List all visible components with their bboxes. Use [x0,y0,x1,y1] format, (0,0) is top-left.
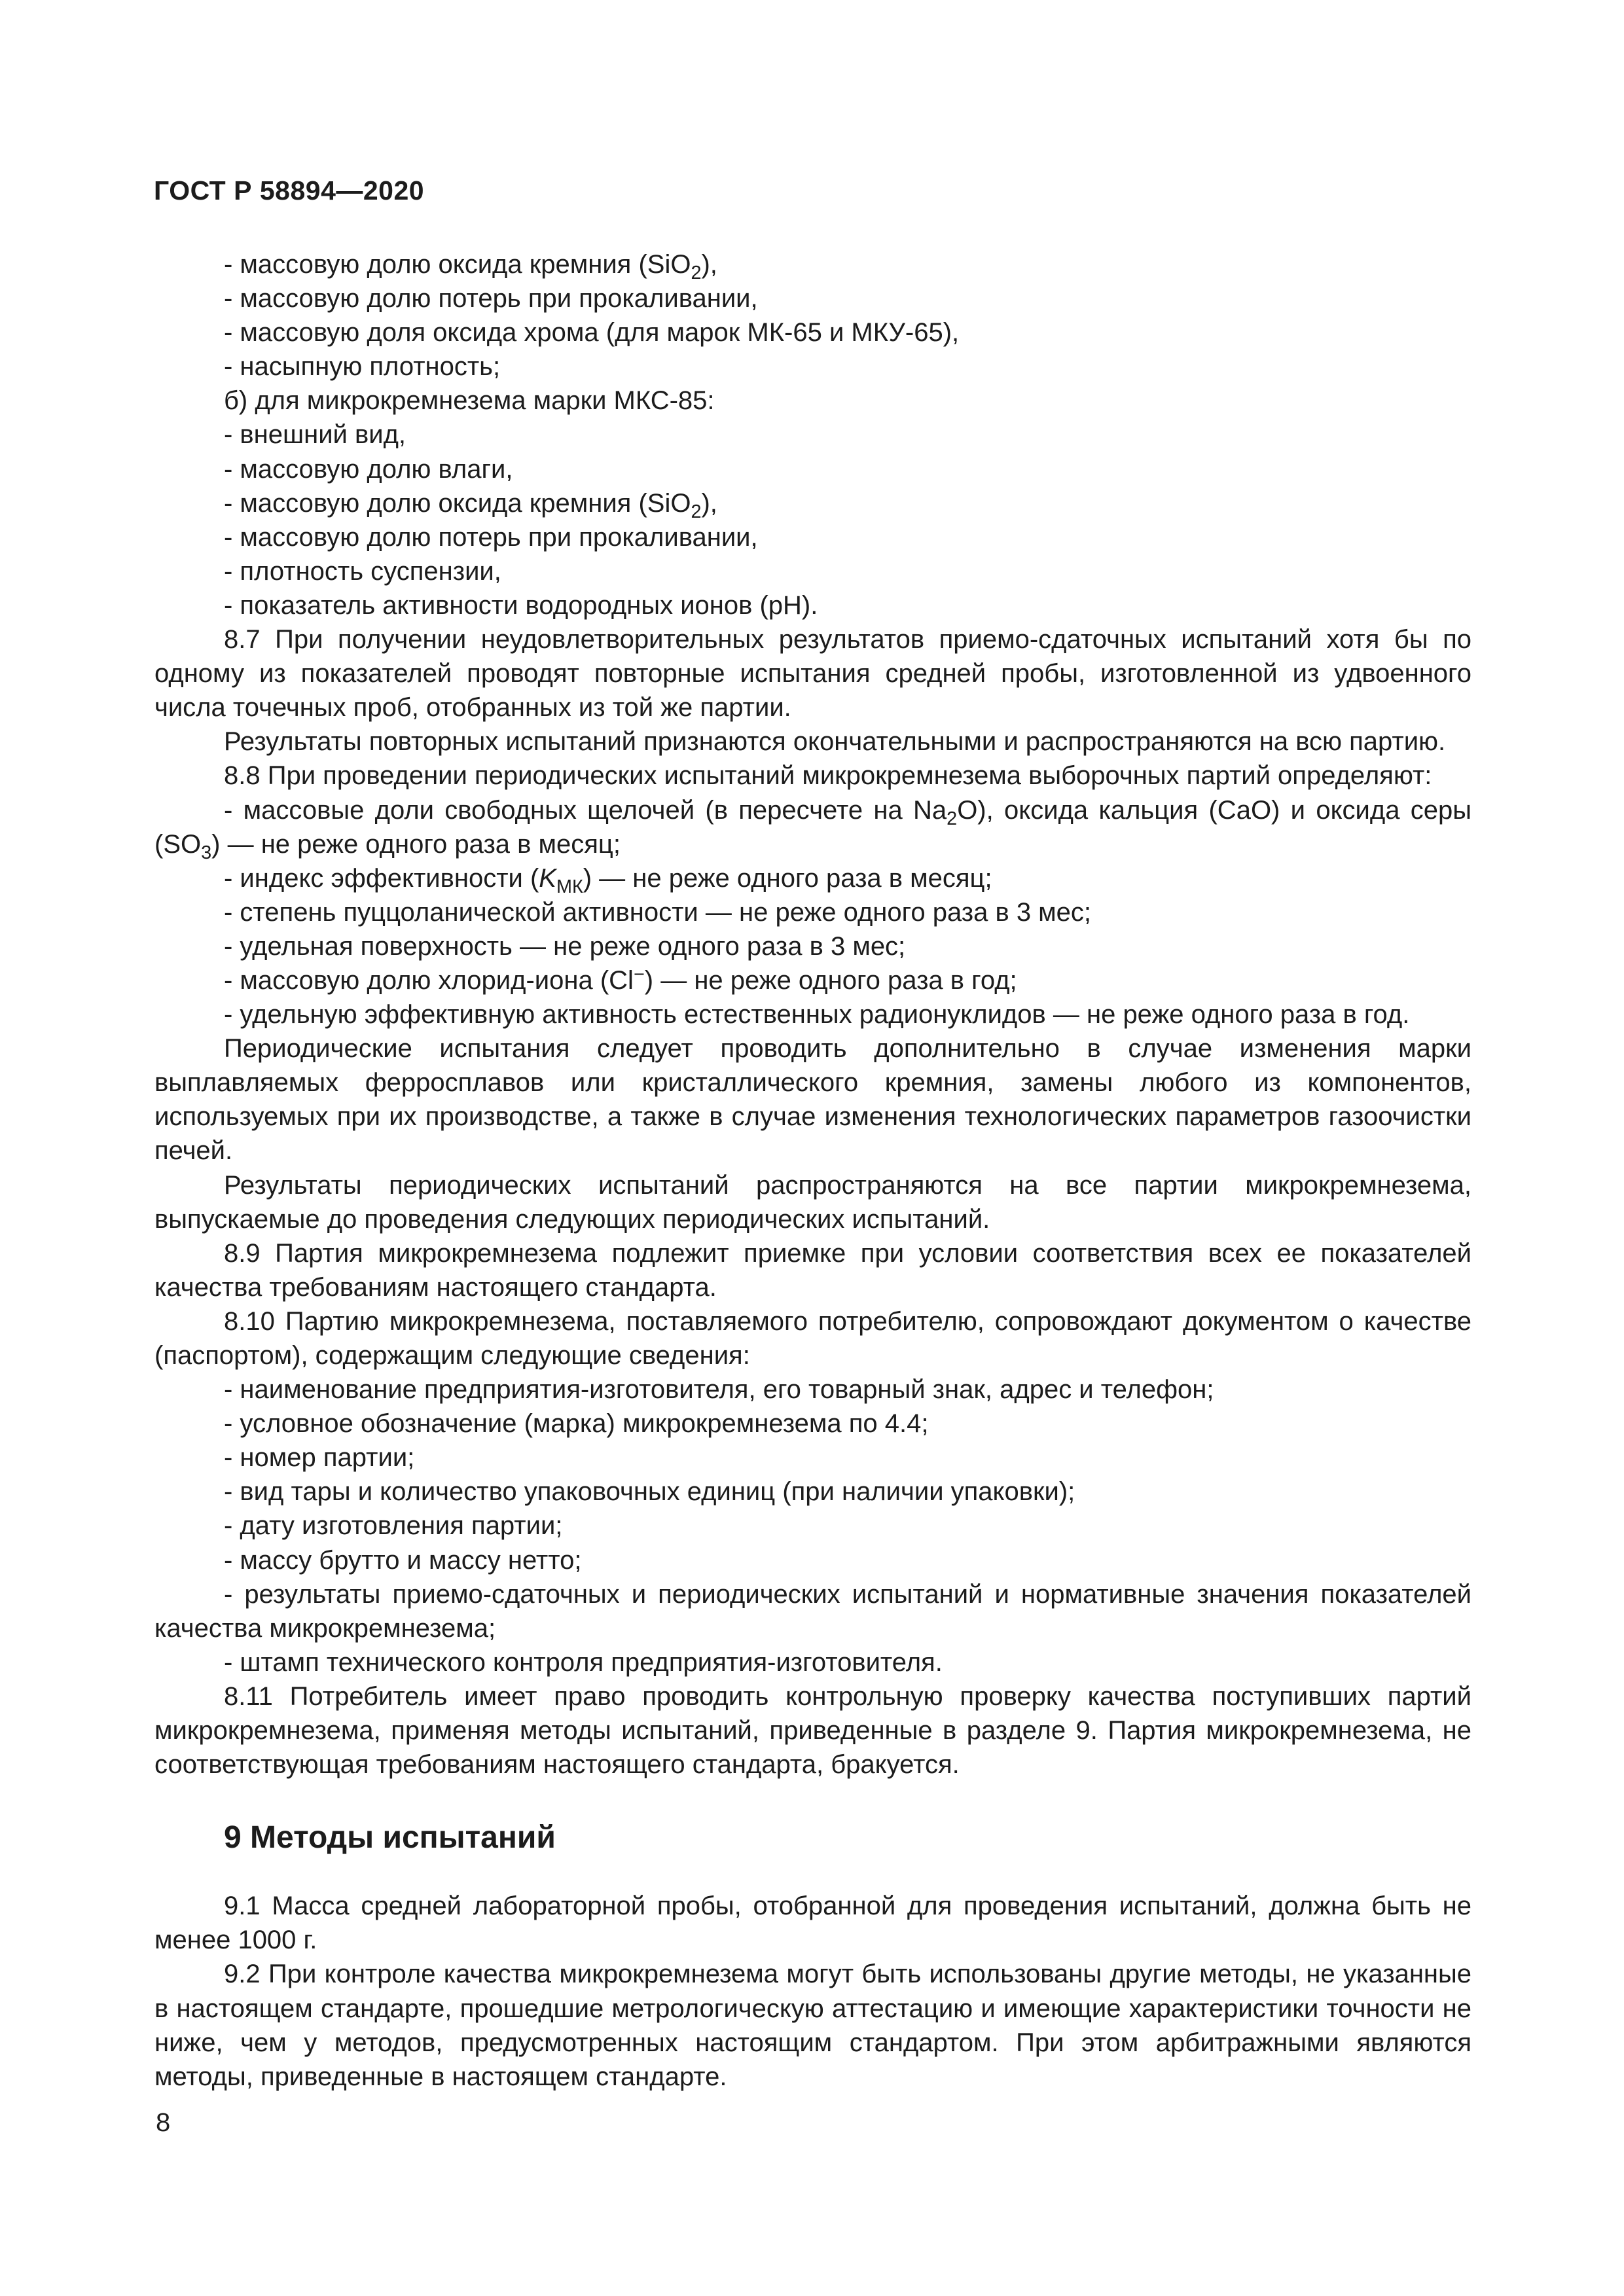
list-item: - массу брутто и массу нетто; [224,1545,582,1575]
paragraph-8-8-periodic: Периодические испытания следует проводить дополнительно в случае изменения марки выплавляемых ферросплавов или кристаллического кремния, замены любого из компонентов, используемых при их производстве, а также в случае изменения технологических параметров газоочистки печей. [154,1034,1471,1166]
list-item: - внешний вид, [224,420,406,450]
list-item: - удельную эффективную активность естественных радионуклидов — не реже одного раза в год. [224,1000,1410,1030]
list-item: - номер партии; [224,1443,415,1473]
paragraph-8-7-result: Результаты повторных испытаний признаются окончательными и распространяются на всю партию. [224,727,1446,757]
list-item: - индекс эффективности $(K_{МК})$ — не реже одного раза в месяц; [224,863,992,897]
list-item: - массовую долю потерь при прокаливании, [224,284,758,314]
paragraph-8-8-results: Результаты периодических испытаний распространяются на все партии микрокремнезема, выпускаемые до проведения следующих периодических испытаний. [154,1170,1471,1234]
paragraph-8-10: 8.10 Партию микрокремнезема, поставляемого потребителю, сопровождают документом о качестве (паспортом), содержащим следующие сведения: [154,1306,1471,1370]
list-item: - массовую долю хлорид-иона (Cl−) — не реже одного раза в год; [224,964,1017,995]
list-item: - условное обозначение (марка) микрокремнезема по 4.4; [224,1409,929,1439]
list-item: - массовую долю потерь при прокаливании, [224,522,758,552]
list-item: - плотность суспензии, [224,556,501,586]
list-item: - вид тары и количество упаковочных единиц (при наличии упаковки); [224,1477,1075,1507]
list-item: - показатель активности водородных ионов (pH). [224,590,818,620]
paragraph-8-7: 8.7 При получении неудовлетворительных результатов приемо-сдаточных испытаний хотя бы по одному из показателей проводят повторные испытания средней пробы, изготовленной из удвоенного числа точечных проб, отобранных из той же партии. [154,625,1471,723]
list-item: - наименование предприятия-изготовителя, его товарный знак, адрес и телефон; [224,1375,1214,1405]
page-body [154,247,1471,2094]
list-subheading: б) для микрокремнезема марки МКС-85: [224,386,715,416]
list-item: - массовую долю оксида кремния (SiO$_2$), [224,488,717,522]
section-title: 9 Методы испытаний [224,1820,556,1856]
list-item: - штамп технического контроля предприятия-изготовителя. [224,1647,943,1677]
list-item: - массовую доля оксида хрома (для марок МК-65 и МКУ-65), [224,318,960,348]
list-item: - результаты приемо-сдаточных и периодических испытаний и нормативные значения показателей качества микрокремнезема; [154,1579,1471,1643]
list-item: - удельная поверхность — не реже одного раза в 3 мес; [224,931,906,961]
paragraph-9-1: 9.1 Масса средней лабораторной пробы, отобранной для проведения испытаний, должна быть не менее 1000 г. [154,1892,1471,1955]
page-number: 8 [156,2108,171,2137]
document-header: ГОСТ Р 58894—2020 [154,175,425,206]
list-item: - степень пуццоланической активности — не реже одного раза в 3 мес; [224,897,1092,927]
list-item: - насыпную плотность; [224,352,501,382]
paragraph-9-2: 9.2 При контроле качества микрокремнезема могут быть использованы другие методы, не указанные в настоящем стандарте, прошедшие метрологическую аттестацию и имеющие характеристики точности не ниже, чем у методов, предусмотренных настоящим стандартом. При этом арбитражными являются методы, приведенные в настоящем стандарте. [154,1960,1471,2091]
list-item: - дату изготовления партии; [224,1511,563,1541]
paragraph-8-11: 8.11 Потребитель имеет право проводить контрольную проверку качества поступивших партий микрокремнезема, применяя методы испытаний, приведенные в разделе 9. Партия микрокремнезема, не соответствующая требованиям настоящего стандарта, бракуется. [154,1681,1471,1780]
list-item: - массовую долю влаги, [224,454,513,484]
paragraph-8-9: 8.9 Партия микрокремнезема подлежит приемке при условии соответствия всех ее показателей качества требованиям настоящего стандарта. [154,1238,1471,1302]
list-item: - массовую долю оксида кремния (SiO$_2$), [224,250,717,284]
paragraph-8-8: 8.8 При проведении периодических испытаний микрокремнезема выборочных партий определяют: [224,761,1432,791]
list-item: - массовые доли свободных щелочей (в пересчете на $Na_2O$), оксида кальция (CaO) и оксида серы $(SO_3)$ — не реже одного раза в месяц; [154,795,1472,863]
